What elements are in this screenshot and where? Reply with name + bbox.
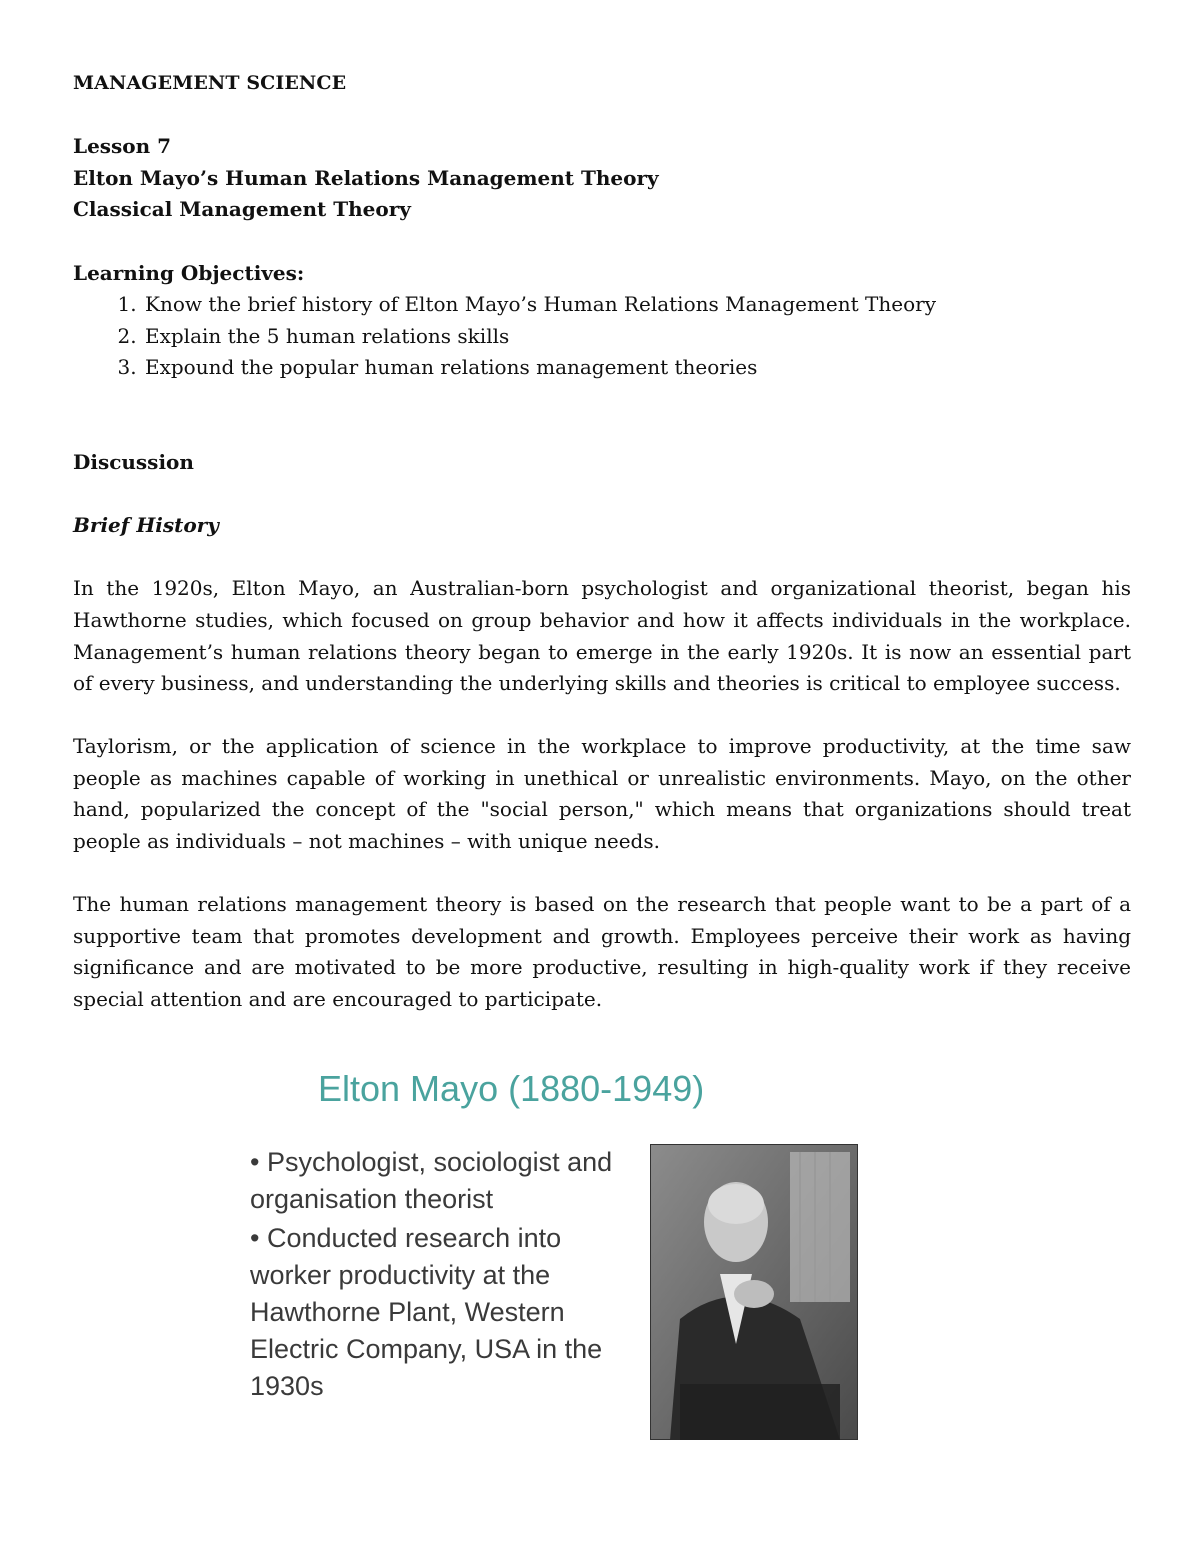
discussion-heading: Discussion	[73, 449, 194, 474]
paragraph: Taylorism, or the application of science in the workplace to improve productivity, at the time saw people as machines capable of working in unethical or unrealistic environments. Mayo, on the other hand, popularized the concept of the "social person," which means that organizations should treat people as individuals – not machines – with unique needs.	[73, 734, 1131, 854]
figure-bullet-list	[250, 1144, 640, 1407]
lesson-number: Lesson 7	[73, 134, 172, 159]
figure-title: Elton Mayo (1880-1949)	[318, 1068, 705, 1109]
objectives-heading: Learning Objectives:	[73, 260, 305, 285]
lesson-title-primary: Elton Mayo’s Human Relations Management Theory	[73, 165, 659, 190]
figure-bullet: • Conducted research into worker productivity at the Hawthorne Plant, Western Electric Company, USA in the 1930s	[250, 1223, 603, 1401]
paragraph: In the 1920s, Elton Mayo, an Australian-born psychologist and organizational theorist, began his Hawthorne studies, which focused on group behavior and how it affects individuals in the workplace. Management’s human relations theory began to emerge in the early 1920s. It is now an essential part of every business, and understanding the underlying skills and theories is critical to employee success.	[73, 576, 1131, 696]
document-body	[73, 68, 1131, 1016]
objectives-list	[73, 289, 1131, 384]
brief-history-subheading: Brief History	[73, 513, 219, 538]
figure-bullet: • Psychologist, sociologist and organisation theorist	[250, 1147, 613, 1214]
course-heading: MANAGEMENT SCIENCE	[73, 72, 347, 94]
objective-item: 2. Explain the 5 human relations skills	[143, 321, 1131, 353]
portrait-photo-icon	[650, 1144, 858, 1440]
objective-item: 1. Know the brief history of Elton Mayo’s Human Relations Management Theory	[143, 289, 1131, 321]
objective-item: 3. Expound the popular human relations management theories	[143, 352, 1131, 384]
lesson-title-secondary: Classical Management Theory	[73, 197, 411, 222]
elton-mayo-figure	[222, 1058, 882, 1448]
paragraph: The human relations management theory is based on the research that people want to be a part of a supportive team that promotes development and growth. Employees perceive their work as having significance and are motivated to be more productive, resulting in high-quality work if they receive special attention and are encouraged to participate.	[73, 892, 1131, 1012]
